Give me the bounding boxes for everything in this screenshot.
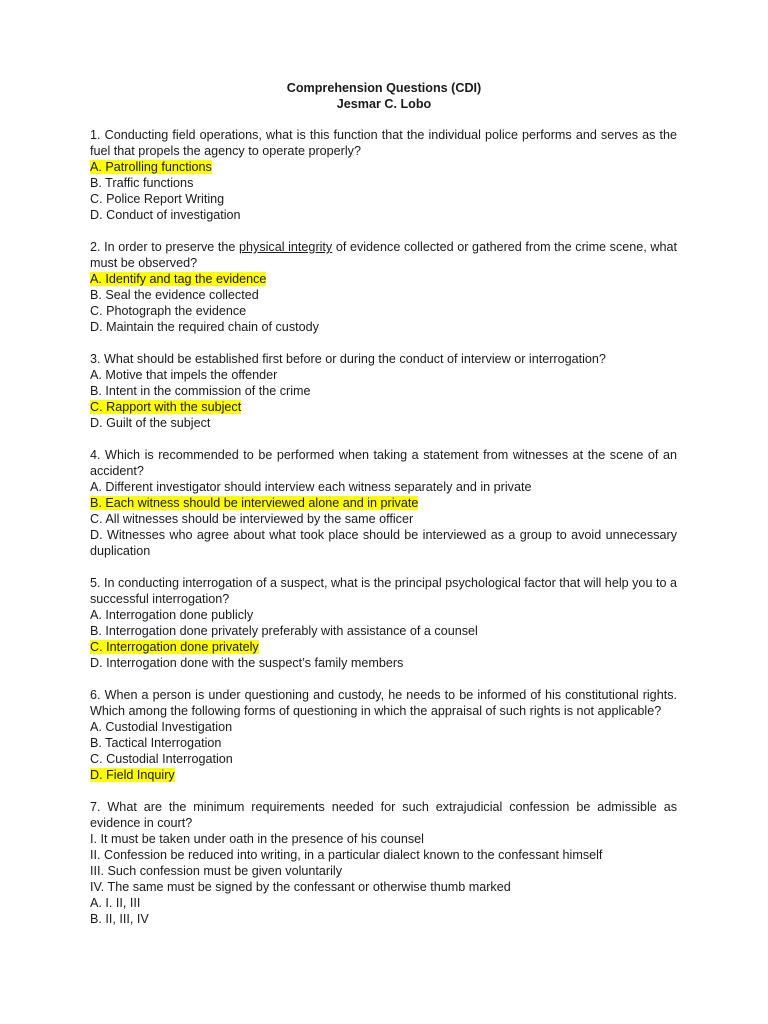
underlined-term: physical integrity bbox=[239, 240, 333, 254]
question-stem: 6. When a person is under questioning and custody, he needs to be informed of his constitutional rights. Which among the following forms of questioning in which the appraisal of such rights is not applicable? bbox=[90, 688, 677, 718]
stem-text: 2. In order to preserve the bbox=[90, 240, 240, 254]
answer-option: B. II, III, IV bbox=[90, 912, 149, 926]
answer-option: D. Conduct of investigation bbox=[90, 208, 241, 222]
stem-text: of evidence collected or gathered from the crime scene, what must be observed? bbox=[90, 240, 677, 270]
answer-option: C. Custodial Interrogation bbox=[90, 752, 233, 766]
question-7 bbox=[90, 799, 677, 927]
question-stem: 3. What should be established first before or during the conduct of interview or interrogation? bbox=[90, 352, 606, 366]
question-list bbox=[90, 127, 677, 943]
document-header bbox=[0, 80, 768, 112]
document-author: Jesmar C. Lobo bbox=[336, 97, 432, 111]
highlighted-answer: A. Identify and tag the evidence bbox=[90, 272, 267, 286]
answer-option: A. Interrogation done publicly bbox=[90, 608, 254, 622]
question-stem: 5. In conducting interrogation of a suspect, what is the principal psychological factor that will help you to a successful interrogation? bbox=[90, 576, 677, 606]
highlighted-answer: A. Patrolling functions bbox=[90, 160, 212, 174]
question-1 bbox=[90, 127, 677, 223]
document-title: Comprehension Questions (CDI) bbox=[286, 81, 482, 95]
requirement-item: III. Such confession must be given voluntarily bbox=[90, 864, 343, 878]
highlighted-answer: C. Rapport with the subject bbox=[90, 400, 242, 414]
question-3 bbox=[90, 351, 677, 431]
question-stem bbox=[90, 239, 677, 271]
answer-option: B. Seal the evidence collected bbox=[90, 288, 259, 302]
answer-option bbox=[90, 271, 677, 287]
answer-option: D. Interrogation done with the suspect’s family members bbox=[90, 656, 404, 670]
answer-option: A. I. II, III bbox=[90, 896, 141, 910]
answer-option: B. Tactical Interrogation bbox=[90, 736, 222, 750]
answer-option: A. Motive that impels the offender bbox=[90, 368, 278, 382]
highlighted-answer: C. Interrogation done privately bbox=[90, 640, 259, 654]
answer-option: B. Interrogation done privately preferably with assistance of a counsel bbox=[90, 624, 478, 638]
answer-option bbox=[90, 495, 677, 511]
requirement-item: I. It must be taken under oath in the presence of his counsel bbox=[90, 832, 424, 846]
answer-option bbox=[90, 639, 677, 655]
answer-option: A. Custodial Investigation bbox=[90, 720, 233, 734]
question-4 bbox=[90, 447, 677, 559]
answer-option bbox=[90, 159, 677, 175]
highlighted-answer: B. Each witness should be interviewed alone and in private bbox=[90, 496, 419, 510]
answer-option bbox=[90, 399, 677, 415]
question-2 bbox=[90, 239, 677, 335]
answer-option: D. Maintain the required chain of custody bbox=[90, 320, 319, 334]
answer-option: D. Witnesses who agree about what took place should be interviewed as a group to avoid unnecessary duplication bbox=[90, 528, 677, 558]
answer-option: C. Photograph the evidence bbox=[90, 304, 247, 318]
requirement-item: II. Confession be reduced into writing, in a particular dialect known to the confessant himself bbox=[90, 848, 603, 862]
answer-option: C. All witnesses should be interviewed by the same officer bbox=[90, 512, 414, 526]
answer-option bbox=[90, 767, 677, 783]
answer-option: B. Traffic functions bbox=[90, 176, 194, 190]
answer-option: A. Different investigator should interview each witness separately and in private bbox=[90, 480, 532, 494]
question-stem: 4. Which is recommended to be performed when taking a statement from witnesses at the scene of an accident? bbox=[90, 448, 677, 478]
question-5 bbox=[90, 575, 677, 671]
question-stem: 1. Conducting field operations, what is this function that the individual police performs and serves as the fuel that propels the agency to operate properly? bbox=[90, 128, 677, 158]
question-stem: 7. What are the minimum requirements needed for such extrajudicial confession be admissible as evidence in court? bbox=[90, 800, 677, 830]
answer-option: B. Intent in the commission of the crime bbox=[90, 384, 311, 398]
answer-option: C. Police Report Writing bbox=[90, 192, 225, 206]
highlighted-answer: D. Field Inquiry bbox=[90, 768, 175, 782]
answer-option: D. Guilt of the subject bbox=[90, 416, 211, 430]
requirement-item: IV. The same must be signed by the confessant or otherwise thumb marked bbox=[90, 880, 511, 894]
question-6 bbox=[90, 687, 677, 783]
